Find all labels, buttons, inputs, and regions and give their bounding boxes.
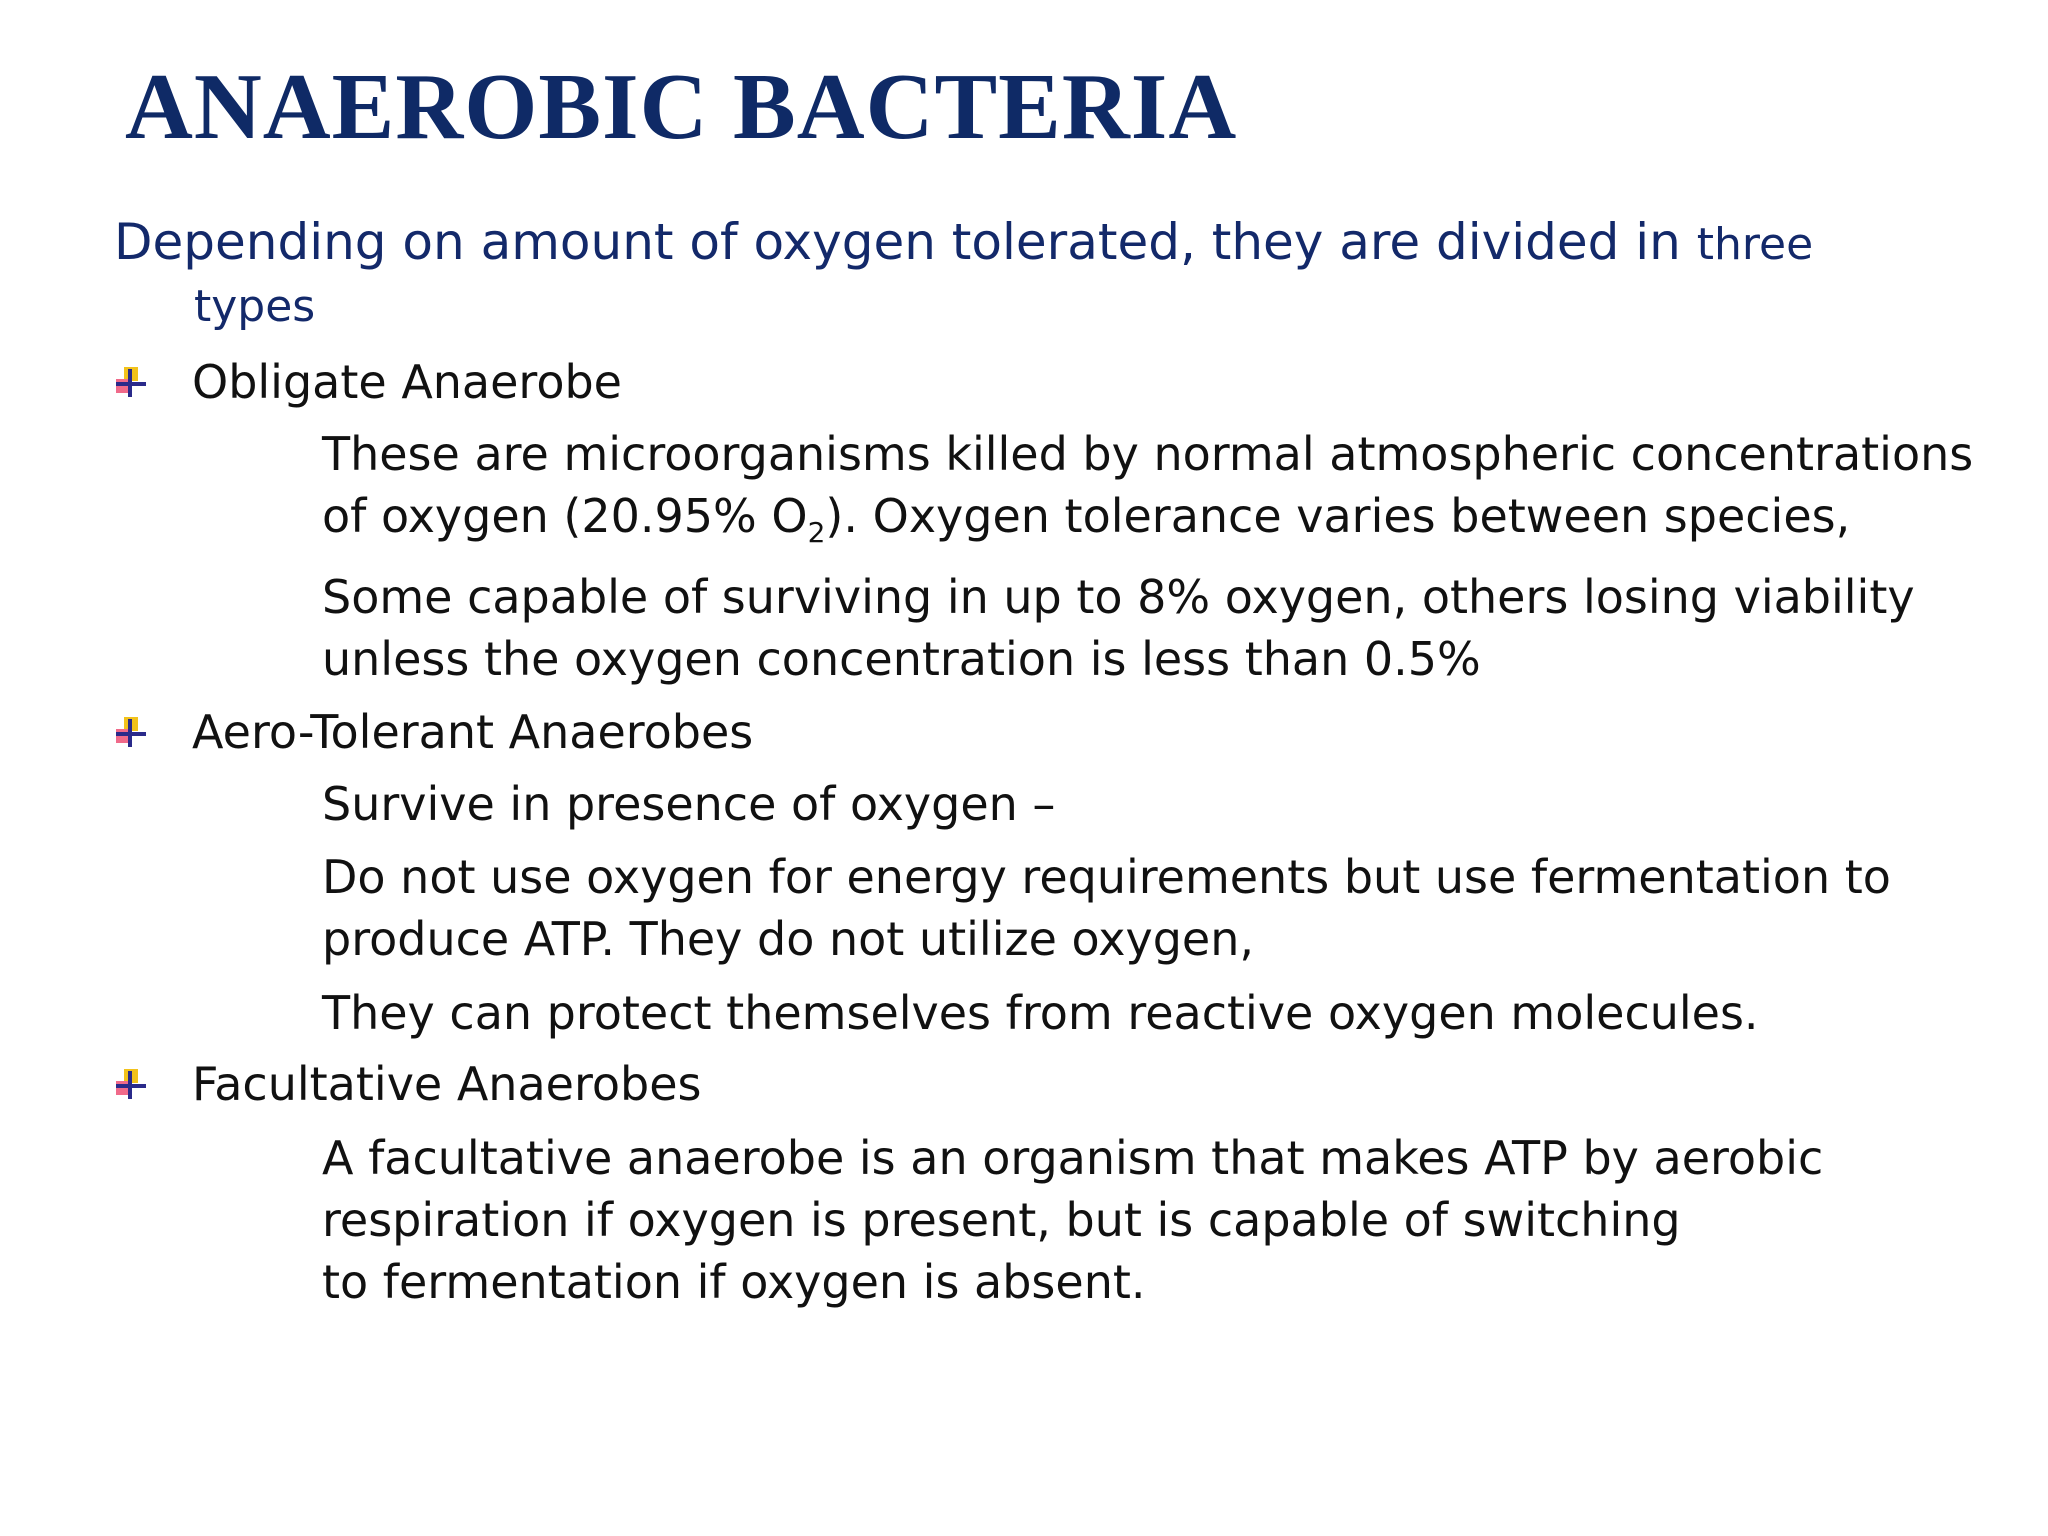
paragraph-line: These are microorganisms killed by normal atmospheric concentrations bbox=[322, 427, 1974, 481]
intro-line-2: types bbox=[194, 281, 316, 332]
bullet-heading: Obligate Anaerobe bbox=[192, 355, 622, 409]
paragraph-line bbox=[322, 485, 2022, 547]
subscript-text: 2 bbox=[807, 516, 826, 549]
intro-line-1 bbox=[114, 210, 1954, 277]
paragraph-line: They can protect themselves from reactive oxygen molecules. bbox=[322, 986, 1759, 1040]
bullet-facultative-anaerobes bbox=[114, 1054, 701, 1114]
aero-tolerant-paragraph-1 bbox=[322, 773, 2022, 835]
bullet-marker-icon bbox=[114, 367, 150, 397]
bullet-aero-tolerant-anaerobes bbox=[114, 702, 753, 762]
paragraph-line: to fermentation if oxygen is absent. bbox=[322, 1255, 1146, 1309]
paragraph-line: unless the oxygen concentration is less than 0.5% bbox=[322, 632, 1481, 686]
aero-tolerant-paragraph-2 bbox=[322, 846, 2022, 970]
paragraph-line: respiration if oxygen is present, but is capable of switching bbox=[322, 1193, 1681, 1247]
intro-line-1-small: three bbox=[1696, 219, 1814, 270]
intro-text bbox=[114, 210, 1954, 337]
bullet-obligate-anaerobe bbox=[114, 352, 622, 412]
bullet-marker-icon bbox=[114, 717, 150, 747]
paragraph-line: A facultative anaerobe is an organism that makes ATP by aerobic bbox=[322, 1131, 1824, 1185]
slide-title: ANAEROBIC BACTERIA bbox=[125, 55, 1238, 159]
bullet-heading: Facultative Anaerobes bbox=[192, 1057, 702, 1111]
paragraph-line: Do not use oxygen for energy requirements but use fermentation to bbox=[322, 850, 1891, 904]
obligate-paragraph-1 bbox=[322, 423, 2022, 547]
aero-tolerant-paragraph-3 bbox=[322, 982, 2022, 1044]
paragraph-line: produce ATP. They do not utilize oxygen, bbox=[322, 912, 1254, 966]
intro-line-1-main: Depending on amount of oxygen tolerated, they are divided in bbox=[114, 213, 1697, 271]
obligate-paragraph-2 bbox=[322, 566, 2022, 690]
bullet-heading: Aero-Tolerant Anaerobes bbox=[192, 705, 754, 759]
facultative-paragraph-1 bbox=[322, 1127, 2022, 1313]
paragraph-line: Some capable of surviving in up to 8% oxygen, others losing viability bbox=[322, 570, 1915, 624]
paragraph-text: ). Oxygen tolerance varies between species, bbox=[825, 489, 1851, 543]
paragraph-text: of oxygen (20.95% O bbox=[322, 489, 808, 543]
bullet-marker-icon bbox=[114, 1069, 150, 1099]
paragraph-line: Survive in presence of oxygen – bbox=[322, 777, 1056, 831]
